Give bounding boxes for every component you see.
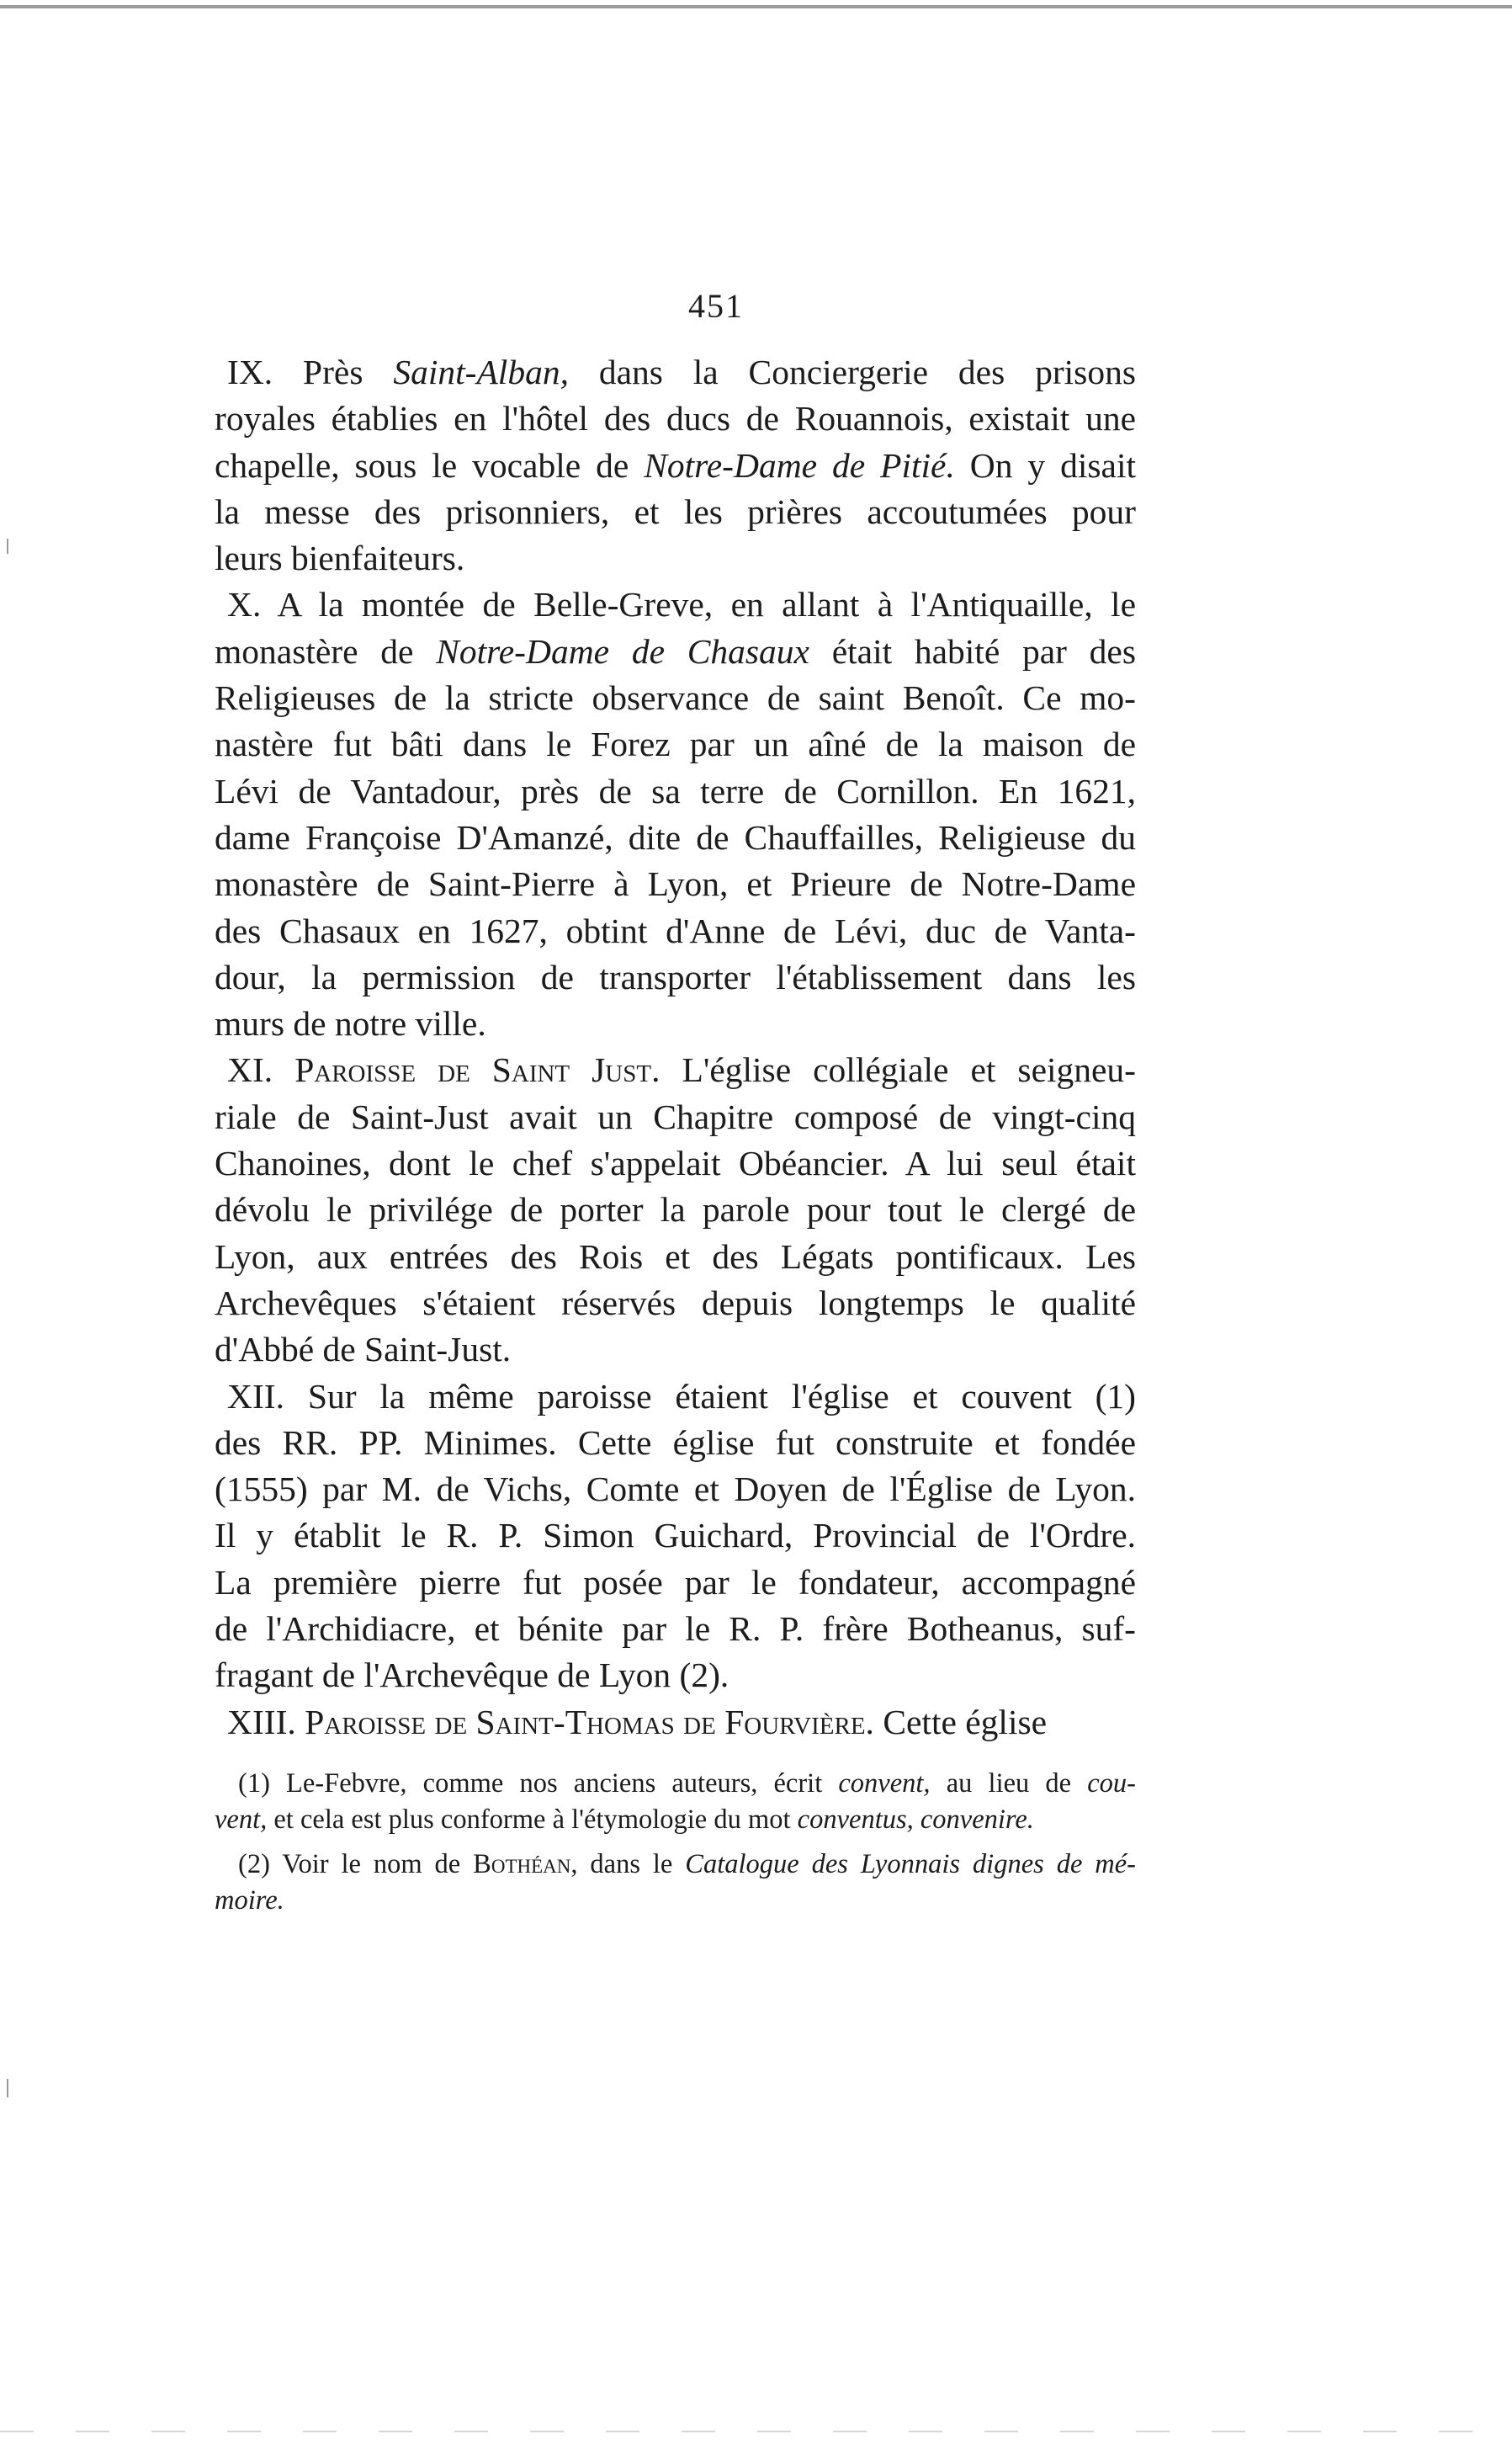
text-segment: riale de Saint-Just avait un Chapitre composé de vingt-cinq — [215, 1097, 1136, 1136]
footnote — [215, 1847, 1136, 1919]
text-segment: était habité par des — [809, 631, 1137, 671]
text-line — [215, 1326, 1136, 1373]
text-segment: Cette église — [873, 1702, 1048, 1741]
paragraph — [215, 1699, 1136, 1746]
text-segment: XII. Sur la même paroisse étaient l'église et couvent (1) — [227, 1376, 1136, 1416]
text-segment: (1555) par M. de Vichs, Comte et Doyen de l'Église de Lyon. — [215, 1469, 1136, 1509]
text-line — [215, 721, 1136, 768]
text-segment: nastère fut bâti dans le Forez par un aîné de la maison de — [215, 725, 1136, 764]
text-segment: Lévi de Vantadour, près de sa terre de Cornillon. En 1621, — [215, 771, 1136, 810]
italic-text: Notre-Dame de Chasaux — [436, 631, 809, 671]
text-segment: X. A la montée de Belle-Greve, en allant à l'Antiquaille, le — [227, 585, 1136, 624]
text-segment: Archevêques s'étaient réservés depuis longtemps le qualité — [215, 1283, 1136, 1322]
top-edge-rule — [0, 5, 1512, 8]
text-segment: des RR. PP. Minimes. Cette église fut construite et fondée — [215, 1422, 1136, 1462]
text-segment: Il y établit le R. P. Simon Guichard, Provincial de l'Ordre. — [215, 1516, 1136, 1555]
text-line — [215, 443, 1136, 489]
text-line — [215, 489, 1136, 535]
text-segment: XIII. — [227, 1702, 305, 1741]
text-line — [215, 1847, 1136, 1883]
text-line — [215, 1512, 1136, 1559]
text-line — [215, 815, 1136, 861]
text-line — [215, 1420, 1136, 1466]
text-line — [215, 1883, 1136, 1919]
text-segment: leurs bienfaiteurs. — [215, 539, 465, 578]
text-line — [215, 1766, 1136, 1802]
text-line — [215, 1187, 1136, 1233]
text-segment: monastère de Saint-Pierre à Lyon, et Prieure de Notre-Dame — [215, 864, 1136, 904]
text-line — [215, 908, 1136, 954]
text-line — [215, 1234, 1136, 1280]
text-line — [215, 675, 1136, 721]
text-segment: dans la Conciergerie des prisons — [568, 353, 1136, 391]
text-segment: XI. — [227, 1050, 295, 1090]
paragraph — [215, 1047, 1136, 1373]
text-segment: La première pierre fut posée par le fondateur, accompagné — [215, 1562, 1136, 1602]
italic-text: convent, — [838, 1768, 931, 1799]
text-line — [215, 1374, 1136, 1420]
text-line — [215, 1140, 1136, 1187]
text-line — [215, 1280, 1136, 1326]
text-segment: des Chasaux en 1627, obtint d'Anne de Lévi, duc de Vanta- — [215, 911, 1136, 950]
text-line — [215, 1802, 1136, 1838]
text-line — [215, 954, 1136, 1001]
text-segment: royales établies en l'hôtel des ducs de Rouannois, existait une — [215, 399, 1136, 438]
small-caps-text: Bothéan, — [473, 1849, 578, 1879]
text-segment: dévolu le privilége de porter la parole pour tout le clergé de — [215, 1190, 1136, 1230]
italic-text: Notre-Dame de Pitié. — [644, 445, 955, 485]
left-edge-mark-lower — [7, 2079, 8, 2097]
text-segment: au lieu de — [930, 1768, 1088, 1799]
text-segment: chapelle, sous le vocable de — [215, 445, 645, 485]
left-edge-mark — [7, 539, 8, 554]
text-segment: L'église collégiale et seigneu- — [660, 1050, 1137, 1090]
text-line — [215, 396, 1136, 442]
italic-text: conventus, convenire. — [797, 1804, 1034, 1835]
text-segment: dour, la permission de transporter l'établissement dans les — [215, 957, 1136, 996]
body-text — [215, 349, 1136, 1746]
text-segment: (2) Voir le nom de — [238, 1849, 474, 1879]
text-segment: Lyon, aux entrées des Rois et des Légats pontificaux. Les — [215, 1236, 1136, 1276]
footnote — [215, 1766, 1136, 1838]
text-segment: de l'Archidiacre, et bénite par le R. P. frère Botheanus, suf- — [215, 1609, 1136, 1649]
text-segment: dame Françoise D'Amanzé, dite de Chauffailles, Religieuse du — [215, 817, 1136, 857]
text-line — [215, 768, 1136, 815]
text-segment: Chanoines, dont le chef s'appelait Obéancier. A lui seul était — [215, 1144, 1136, 1183]
text-line — [215, 1001, 1136, 1047]
text-line — [215, 629, 1136, 675]
text-segment: monastère de — [215, 631, 437, 671]
text-line — [215, 1606, 1136, 1652]
paragraph — [215, 582, 1136, 1047]
text-segment: IX. Près — [227, 353, 394, 391]
page-number: 451 — [688, 287, 744, 325]
text-segment: dans le — [577, 1849, 686, 1879]
italic-text: cou- — [1087, 1768, 1136, 1799]
bottom-edge-marks — [0, 2431, 1512, 2432]
text-line — [215, 582, 1136, 628]
text-segment: Religieuses de la stricte observance de saint Benoît. Ce mo- — [215, 678, 1136, 718]
small-caps-text: Paroisse de Saint Just. — [294, 1050, 661, 1090]
text-line — [215, 349, 1136, 396]
italic-text: vent, — [215, 1804, 268, 1835]
small-caps-text: Paroisse de Saint-Thomas de Fourvière. — [305, 1702, 874, 1741]
text-line — [215, 1560, 1136, 1606]
italic-text: moire. — [215, 1885, 284, 1916]
text-line — [215, 1699, 1136, 1746]
text-line — [215, 535, 1136, 582]
italic-text: Saint-Alban, — [393, 353, 569, 391]
text-segment: (1) Le-Febvre, comme nos anciens auteurs, écrit — [238, 1768, 839, 1799]
text-segment: murs de notre ville. — [215, 1004, 486, 1044]
italic-text: Catalogue des Lyonnais dignes de mé- — [685, 1849, 1136, 1879]
text-line — [215, 861, 1136, 907]
text-line — [215, 1047, 1136, 1093]
text-line — [215, 1652, 1136, 1698]
footnotes — [215, 1766, 1136, 1927]
text-segment: d'Abbé de Saint-Just. — [215, 1330, 512, 1369]
paragraph — [215, 1374, 1136, 1699]
text-line — [215, 1466, 1136, 1512]
text-segment: fragant de l'Archevêque de Lyon (2). — [215, 1655, 729, 1695]
paragraph — [215, 349, 1136, 582]
text-segment: et cela est plus conforme à l'étymologie du mot — [267, 1804, 798, 1835]
text-segment: la messe des prisonniers, et les prières accoutumées pour — [215, 492, 1136, 531]
text-line — [215, 1094, 1136, 1140]
text-segment: On y disait — [954, 445, 1137, 485]
